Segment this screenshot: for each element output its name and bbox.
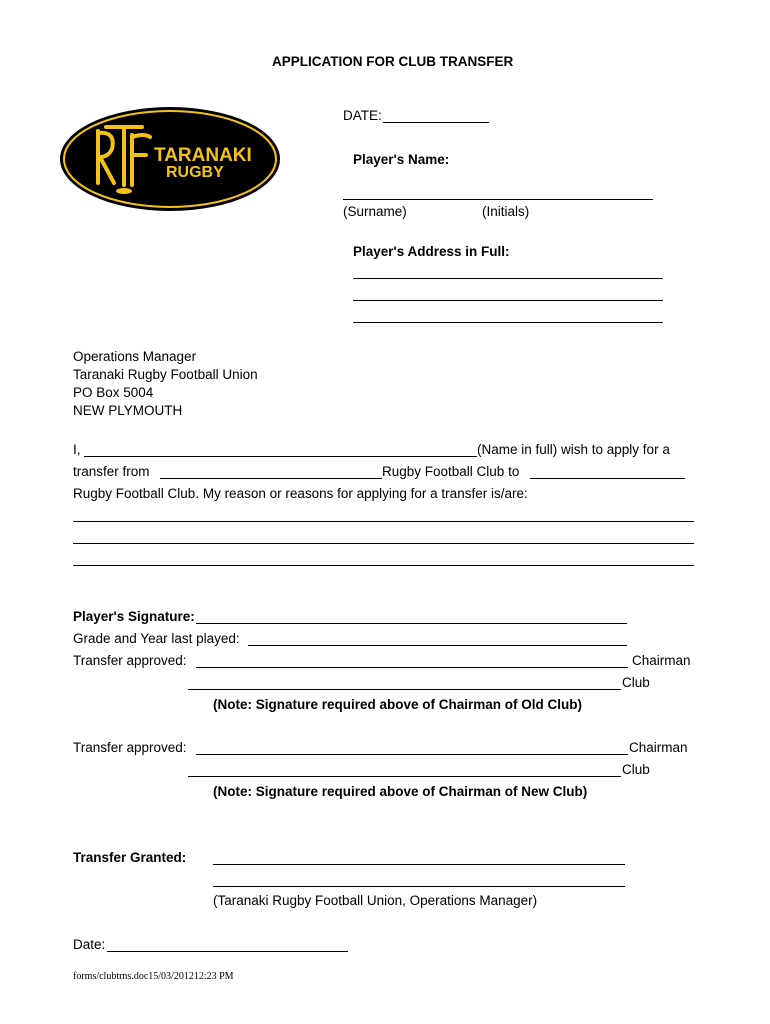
name-full-suffix: (Name in full) wish to apply for a	[477, 442, 670, 457]
ops-manager-label: (Taranaki Rugby Football Union, Operations Manager)	[213, 893, 538, 908]
transfer-granted-line-1[interactable]	[213, 864, 625, 865]
date-line[interactable]	[383, 122, 489, 123]
recipient-line-2: Taranaki Rugby Football Union	[73, 367, 258, 382]
players-signature-line[interactable]	[196, 623, 627, 624]
note-old-club: (Note: Signature required above of Chairman of Old Club)	[213, 697, 583, 712]
transfer-granted-line-2[interactable]	[213, 886, 625, 887]
page-title: APPLICATION FOR CLUB TRANSFER	[272, 54, 514, 69]
address-line-2[interactable]	[353, 300, 663, 301]
logo-text-taranaki: TARANAKI	[154, 145, 252, 166]
full-name-line[interactable]	[84, 456, 477, 457]
date-label-bottom: Date:	[73, 937, 106, 952]
date-label: DATE:	[343, 108, 382, 123]
players-name-line[interactable]	[343, 199, 653, 200]
chairman-label-1: Chairman	[632, 653, 691, 668]
transfer-approved-label-2: Transfer approved:	[73, 740, 187, 755]
transfer-approved-line-2[interactable]	[196, 754, 628, 755]
i-prefix: I,	[73, 442, 81, 457]
club-label-2: Club	[622, 762, 650, 777]
grade-year-label: Grade and Year last played:	[73, 631, 240, 646]
club-to-label: Rugby Football Club to	[382, 464, 520, 479]
players-signature-label: Player's Signature:	[73, 609, 195, 624]
address-line-1[interactable]	[353, 278, 663, 279]
chairman-label-2: Chairman	[629, 740, 688, 755]
address-label: Player's Address in Full:	[353, 244, 510, 259]
recipient-line-3: PO Box 5004	[73, 385, 154, 400]
reason-label: Rugby Football Club. My reason or reasons for applying for a transfer is/are:	[73, 486, 528, 501]
transfer-approved-label-1: Transfer approved:	[73, 653, 187, 668]
club-label-1: Club	[622, 675, 650, 690]
initials-label: (Initials)	[482, 204, 530, 219]
new-club-line[interactable]	[530, 478, 685, 479]
transfer-granted-label: Transfer Granted:	[73, 850, 187, 865]
old-club-signature-line[interactable]	[188, 689, 621, 690]
surname-label: (Surname)	[343, 204, 407, 219]
transfer-approved-line-1[interactable]	[196, 667, 628, 668]
reason-line-2[interactable]	[73, 543, 694, 544]
logo-text-rugby: RUGBY	[166, 164, 224, 181]
players-name-label: Player's Name:	[353, 152, 450, 167]
date-line-bottom[interactable]	[107, 951, 348, 952]
grade-year-line[interactable]	[248, 645, 627, 646]
footer-file-info: forms/clubtrns.doc15/03/201212:23 PM	[73, 971, 234, 982]
recipient-line-4: NEW PLYMOUTH	[73, 403, 183, 418]
reason-line-3[interactable]	[73, 565, 694, 566]
recipient-line-1: Operations Manager	[73, 349, 197, 364]
old-club-line[interactable]	[160, 478, 382, 479]
address-line-3[interactable]	[353, 322, 663, 323]
taranaki-rugby-logo	[58, 105, 282, 213]
new-club-signature-line[interactable]	[188, 776, 621, 777]
note-new-club: (Note: Signature required above of Chairman of New Club)	[213, 784, 588, 799]
reason-line-1[interactable]	[73, 521, 694, 522]
transfer-from-label: transfer from	[73, 464, 150, 479]
